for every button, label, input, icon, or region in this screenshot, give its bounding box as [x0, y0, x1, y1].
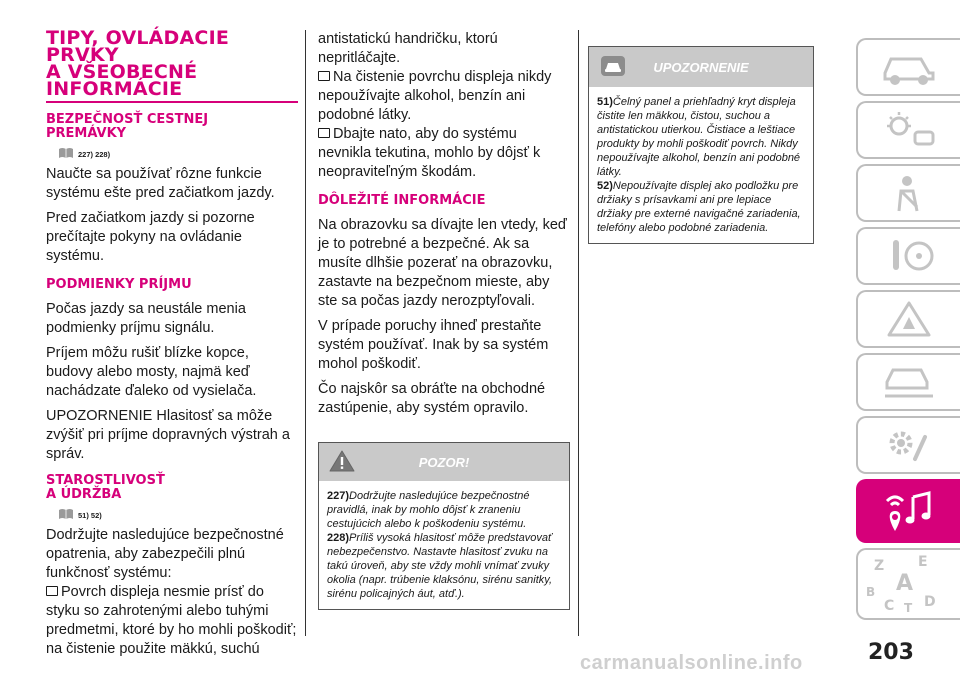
tab-index[interactable] — [856, 548, 960, 620]
seatbelt-icon — [877, 173, 941, 213]
caution-body — [319, 481, 569, 609]
key-steering-icon — [877, 236, 941, 276]
bullet-item: Povrch displeja nesmie prísť do styku so zahrotenými alebo tuhými predmetmi, ktoré by ho mohli poškodiť; na čistenie použite mäkkú, suchú — [46, 584, 297, 657]
book-icon — [58, 508, 74, 520]
tab-starting-driving[interactable] — [856, 227, 960, 285]
notice-header — [589, 47, 813, 87]
column-1 — [46, 27, 298, 665]
title-rule — [46, 101, 298, 103]
paragraph: V prípade poruchy ihneď prestaňte systém používať. Inak by sa systém mohol poškodiť. — [318, 318, 549, 372]
square-bullet-icon — [318, 128, 330, 138]
section-title-reception: PODMIENKY PRÍJMU — [46, 277, 192, 292]
bullet-item: Na čistenie povrchu displeja nikdy nepoužívajte alkohol, benzín ani podobné látky. — [318, 69, 552, 123]
paragraph: UPOZORNENIE Hlasitosť sa môže zvýšiť pri príjme dopravných výstrah a správ. — [46, 408, 290, 462]
car-warning-icon — [599, 54, 627, 78]
index-letter: Z — [874, 558, 885, 574]
car-lift-icon — [877, 362, 941, 402]
notice-item: 51)Čelný panel a priehľadný kryt displeja čistite len mäkkou, čistou, suchou a antistatickou utierkou. Čistiace a leštiace produkty by mohli poškodiť povrch. Nikdy nepoužívajte alkohol, benzín ani podobné látky. — [597, 96, 801, 178]
reference-marks: 51) 52) — [58, 508, 298, 520]
reference-marks: 227) 228) — [58, 147, 298, 159]
index-letter: C — [884, 598, 895, 614]
section-title-road-safety: BEZPEČNOSŤ CESTNEJ PREMÁVKY — [46, 112, 209, 141]
caution-header — [319, 443, 569, 481]
chapter-title: TIPY, OVLÁDACIE PRVKY A VŠEOBECNÉ INFORMÁCIE — [46, 27, 230, 100]
paragraph: Čo najskôr sa obráťte na obchodné zastúpenie, aby systém opravilo. — [318, 381, 546, 416]
column-divider-2 — [578, 30, 579, 636]
tab-maintenance[interactable] — [856, 353, 960, 411]
index-letter: T — [904, 601, 913, 615]
gear-wrench-icon — [877, 425, 941, 465]
paragraph: Príjem môžu rušiť blízke kopce, budovy alebo mosty, najmä keď nachádzate ďaleko od vysielača. — [46, 345, 257, 399]
caution-item: 227)Dodržujte nasledujúce bezpečnostné pravidlá, inak by mohlo dôjsť k zraneniu cestujúcich alebo k poškodeniu systému. — [327, 490, 530, 530]
paragraph: Dodržujte nasledujúce bezpečnostné opatrenia, aby zabezpečili plnú funkčnosť systému: — [46, 527, 284, 581]
multimedia-icon — [877, 487, 941, 535]
notice-item: 52)Nepoužívajte displej ako podložku pre držiaky s prísavkami ani pre lepiace držiaky pre externé navigačné zariadenia, telefóny alebo podobné zariadenia. — [597, 180, 801, 234]
watermark: carmanualsonline.info — [580, 652, 803, 674]
car-icon — [877, 47, 941, 87]
book-icon — [58, 147, 74, 159]
tab-multimedia[interactable] — [856, 479, 960, 543]
caution-box — [318, 442, 570, 610]
warning-triangle-tab-icon — [877, 299, 941, 339]
paragraph: antistatickú handričku, ktorú nepritláčajte. — [318, 31, 498, 66]
notice-box — [588, 46, 814, 244]
tab-emergency[interactable] — [856, 290, 960, 348]
tab-vehicle-overview[interactable] — [856, 38, 960, 96]
paragraph: Na obrazovku sa dívajte len vtedy, keď je to potrebné a bezpečné. Ak sa musíte dlhšie pozerať na obrazovku, zastavte na bezpečnom mieste, aby ste sa počas jazdy nerozptyľovali. — [318, 217, 567, 309]
column-3 — [588, 46, 814, 244]
notice-body — [589, 87, 813, 243]
warning-triangle-icon — [329, 450, 355, 472]
column-divider-1 — [305, 30, 306, 636]
index-letter: A — [896, 571, 914, 596]
paragraph: Počas jazdy sa neustále menia podmienky príjmu signálu. — [46, 301, 246, 336]
notice-title: UPOZORNENIE — [653, 59, 749, 75]
index-letters-icon — [864, 552, 954, 616]
bullet-item: Dbajte nato, aby do systému nevnikla tekutina, mohlo by dôjsť k neopraviteľným škodám. — [318, 126, 541, 180]
index-letter: E — [918, 554, 928, 570]
tab-technical-data[interactable] — [856, 416, 960, 474]
column-2 — [318, 30, 570, 610]
paragraph: Naučte sa používať rôzne funkcie systému ešte pred začiatkom jazdy. — [46, 166, 275, 201]
section-title-important-info: DÔLEŽITÉ INFORMÁCIE — [318, 193, 486, 208]
section-title-care: STAROSTLIVOSŤ A ÚDRŽBA — [46, 473, 165, 502]
tab-dashboard-lights[interactable] — [856, 101, 960, 159]
square-bullet-icon — [318, 71, 330, 81]
paragraph: Pred začiatkom jazdy si pozorne prečítajte pokyny na ovládanie systému. — [46, 210, 255, 264]
index-letter: D — [924, 594, 936, 610]
caution-title: POZOR! — [418, 454, 470, 470]
square-bullet-icon — [46, 586, 58, 596]
tab-safety[interactable] — [856, 164, 960, 222]
dashboard-lights-icon — [877, 110, 941, 150]
page-number: 203 — [868, 640, 914, 665]
caution-item: 228)Príliš vysoká hlasitosť môže predstavovať nebezpečenstvo. Nastavte hlasitosť zvuku na takú úroveň, aby ste vždy mohli vnímať zvuky okolia (napr. trúbenie klaksónu, sirénu sanitky, sirénu policajných áut, atď.). — [327, 532, 553, 600]
index-letter: B — [866, 585, 876, 599]
